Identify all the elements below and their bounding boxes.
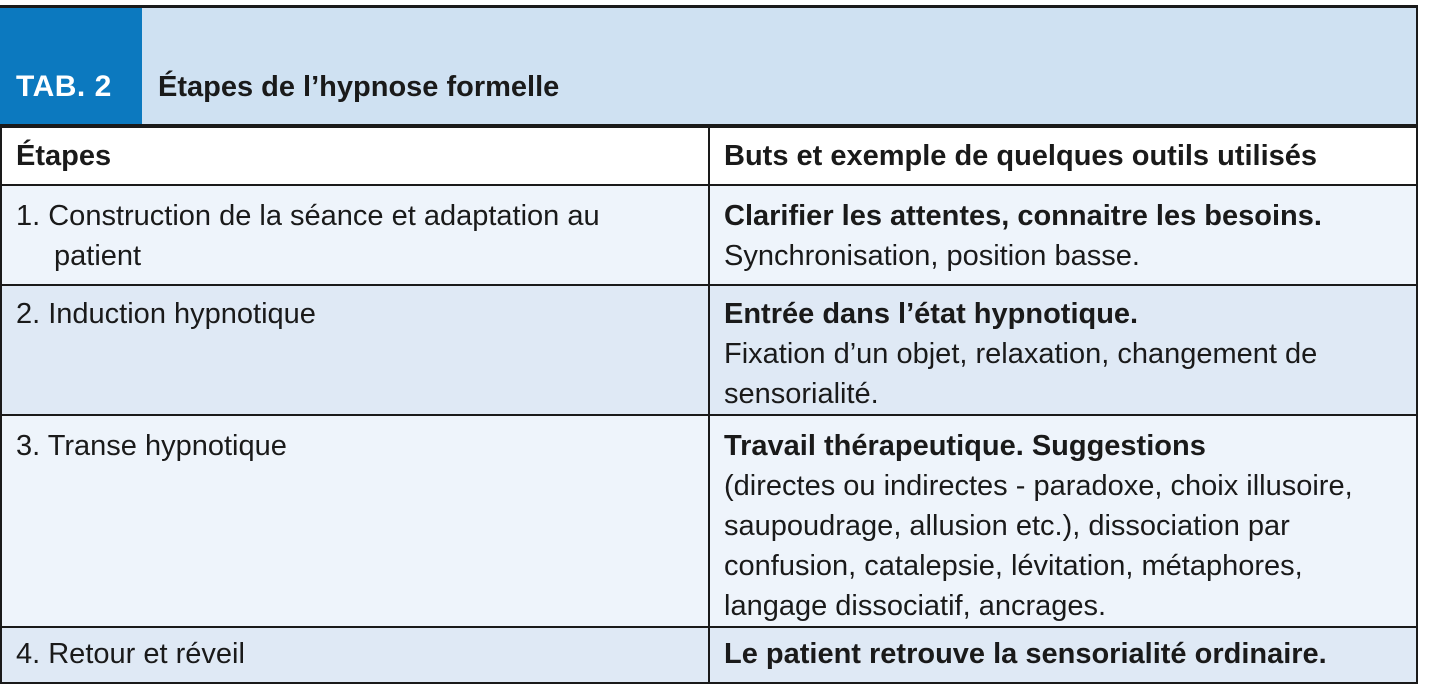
header-stages: Étapes	[1, 127, 709, 185]
tools-text: (directes ou indirectes - paradoxe, choix illusoire, saupoudrage, allusion etc.), dissociation par confusion, catalepsie, lévitation, métaphores, langage dissociatif, ancrages.	[724, 470, 1353, 622]
step-cell	[1, 185, 709, 285]
step-cell	[1, 415, 709, 627]
stages-table	[0, 5, 1418, 684]
step-label: 4. Retour et réveil	[16, 638, 245, 670]
table-row	[1, 627, 1417, 683]
table-row	[1, 185, 1417, 285]
step-label: 2. Induction hypnotique	[16, 298, 316, 330]
step-label: 1. Construction de la séance et adaptation au patient	[16, 200, 600, 272]
header-goals: Buts et exemple de quelques outils utilisés	[709, 127, 1417, 185]
goal-text: Travail thérapeutique. Suggestions	[724, 430, 1206, 462]
goal-text: Entrée dans l’état hypnotique.	[724, 298, 1139, 330]
goal-cell	[709, 627, 1417, 683]
table-row	[1, 415, 1417, 627]
tools-text: Synchronisation, position basse.	[724, 240, 1140, 272]
stages-grid	[0, 126, 1418, 684]
table-row	[1, 285, 1417, 415]
header-row	[1, 127, 1417, 185]
table-title-bar	[0, 8, 1418, 126]
step-cell	[1, 627, 709, 683]
goal-cell	[709, 285, 1417, 415]
goal-text: Clarifier les attentes, connaitre les besoins.	[724, 200, 1322, 232]
table-tag: TAB. 2	[0, 8, 142, 124]
goal-cell	[709, 415, 1417, 627]
step-label: 3. Transe hypnotique	[16, 430, 287, 462]
step-cell	[1, 285, 709, 415]
tools-text: Fixation d’un objet, relaxation, changement de sensorialité.	[724, 338, 1318, 410]
goal-text: Le patient retrouve la sensorialité ordinaire.	[724, 638, 1327, 670]
table-title: Étapes de l’hypnose formelle	[158, 71, 560, 103]
goal-cell	[709, 185, 1417, 285]
